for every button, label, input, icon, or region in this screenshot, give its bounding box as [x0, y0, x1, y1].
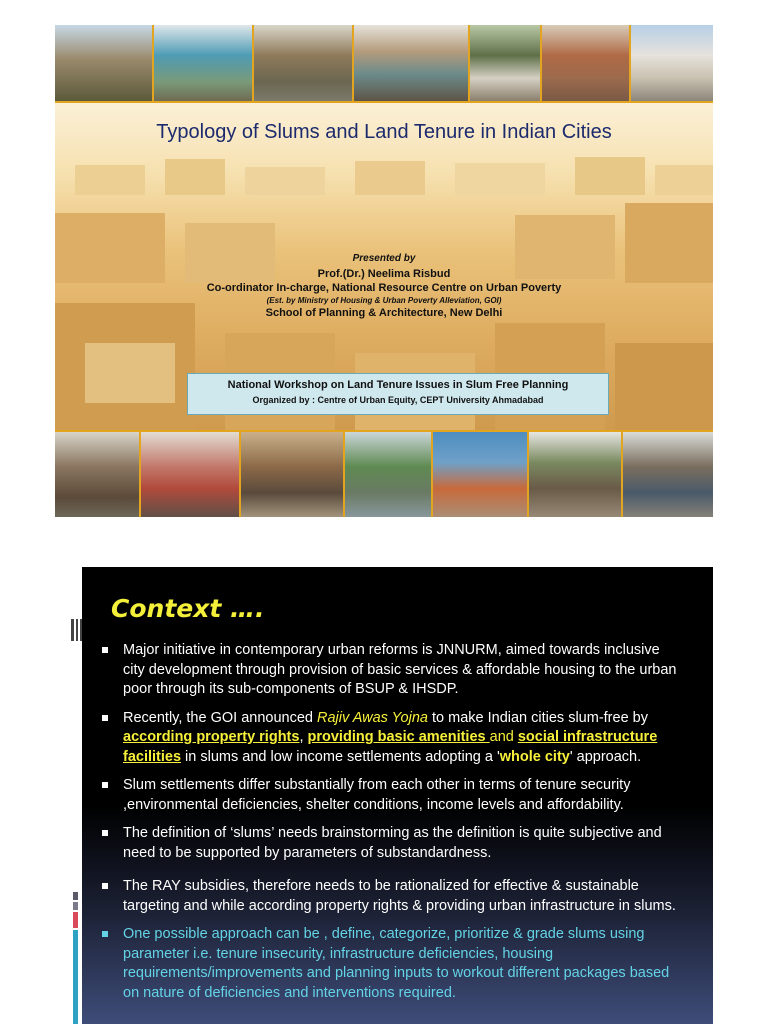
bullet-item — [100, 824, 680, 863]
highlight-basic-amenities: providing basic amenities — [307, 729, 490, 745]
highlight-social-infrastructure: social infrastructure facilities — [123, 729, 658, 765]
slum-photo — [55, 432, 141, 517]
presenter-credits — [55, 251, 713, 320]
slum-photo — [529, 432, 623, 517]
bullet-text: Major initiative in contemporary urban reforms is JNNURM, aimed towards inclusive city development through provision of basic services & affordable housing to the urban poor through its sub-components of BSUP & IHSDP. — [123, 642, 677, 697]
bullet-text: The RAY subsidies, therefore needs to be rationalized for effective & sustainable targeting and while according property rights & providing urban infrastructure in slums. — [123, 878, 676, 914]
bullet-text: , — [299, 729, 308, 745]
presenter-name: Prof.(Dr.) Neelima Risbud — [317, 268, 451, 280]
decorative-bar — [71, 619, 74, 641]
top-photo-strip — [55, 25, 713, 103]
workshop-organizer: Organized by : Centre of Urban Equity, CEPT University Ahmadabad — [252, 395, 544, 405]
slum-photo — [254, 25, 354, 101]
slum-photo — [141, 432, 241, 517]
bullet-list — [100, 641, 680, 1012]
slum-photo — [55, 25, 154, 101]
slum-photo — [542, 25, 631, 101]
bullet-item — [100, 877, 680, 916]
workshop-info-box — [187, 373, 609, 415]
decorative-bar — [73, 892, 78, 900]
decorative-bar — [73, 902, 78, 910]
bullet-item — [100, 776, 680, 815]
bullet-text: to make Indian cities slum-free by — [427, 709, 648, 726]
square-bullet-icon — [102, 782, 108, 788]
institution-name: School of Planning & Architecture, New Delhi — [265, 307, 503, 319]
square-bullet-icon — [102, 715, 108, 721]
highlight-scheme-name: Rajiv Awas Yojna — [317, 709, 428, 726]
slum-photo — [623, 432, 713, 517]
bullet-text: ' approach. — [569, 748, 642, 765]
bullet-text: One possible approach can be , define, categorize, prioritize & grade slums using parameter i.e. tenure insecurity, infrastructure deficiencies, housing requirements/improvements and planning inputs to workout different packages based on nature of deficiencies and interventions required. — [123, 926, 670, 1001]
bullet-text: The definition of ‘slums’ needs brainstorming as the definition is quite subjective and need to be supported by parameters of substandardness. — [123, 825, 662, 861]
bullet-text: Slum settlements differ substantially from each other in terms of tenure security ,environmental deficiencies, shelter conditions, income levels and affordability. — [123, 777, 631, 813]
slum-photo — [433, 432, 529, 517]
slum-photo — [470, 25, 542, 101]
bullet-text: and — [489, 729, 518, 745]
presentation-title: Typology of Slums and Land Tenure in Indian Cities — [156, 121, 612, 143]
bullet-text: in slums and low income settlements adopting a ' — [181, 748, 500, 765]
decorative-bar — [73, 912, 78, 928]
workshop-title: National Workshop on Land Tenure Issues in Slum Free Planning — [227, 379, 569, 391]
slum-photo — [154, 25, 254, 101]
establishment-note: (Est. by Ministry of Housing & Urban Poverty Alleviation, GOI) — [266, 296, 502, 305]
slide-left-margin — [55, 567, 82, 1024]
square-bullet-icon — [102, 830, 108, 836]
decorative-bar — [76, 619, 78, 641]
slum-photo — [345, 432, 433, 517]
square-bullet-icon — [102, 883, 108, 889]
presenter-role: Co-ordinator In-charge, National Resource Centre on Urban Poverty — [206, 282, 562, 294]
presented-by-label: Presented by — [352, 253, 416, 264]
bullet-text: Recently, the GOI announced — [123, 709, 317, 726]
square-bullet-icon — [102, 931, 108, 937]
bottom-photo-strip — [55, 430, 713, 517]
slum-photo — [354, 25, 470, 101]
highlight-whole-city: whole city — [499, 748, 570, 765]
highlight-property-rights: according property rights — [123, 729, 300, 745]
bullet-item — [100, 641, 680, 700]
title-slide — [55, 25, 713, 517]
context-slide — [55, 567, 713, 1024]
bullet-item — [100, 925, 680, 1003]
decorative-bar — [73, 930, 78, 1024]
slum-photo — [241, 432, 345, 517]
slum-photo — [631, 25, 713, 101]
slide-heading: Context …. — [111, 594, 265, 623]
bullet-item — [100, 709, 680, 768]
square-bullet-icon — [102, 647, 108, 653]
